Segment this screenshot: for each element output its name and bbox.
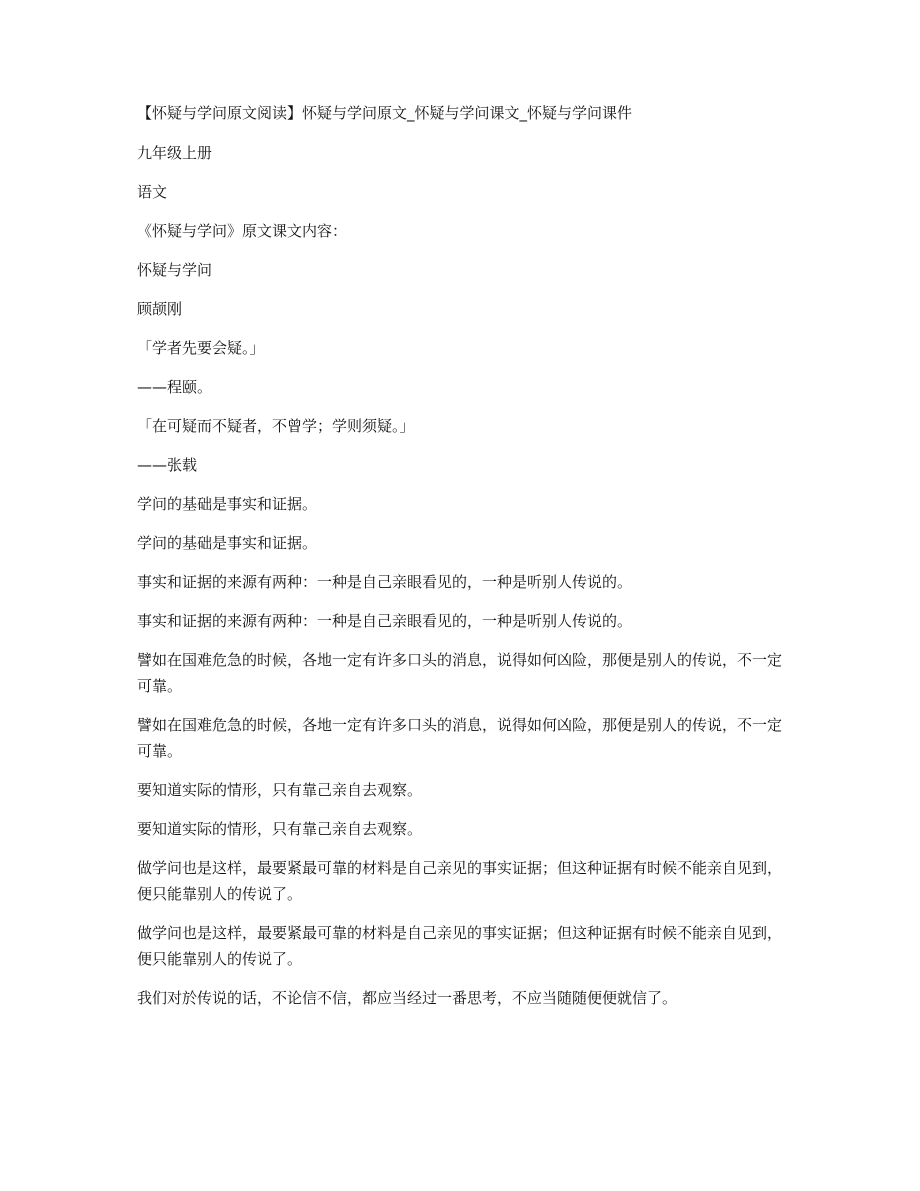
- body-paragraph: 事实和证据的来源有两种：一种是自己亲眼看见的，一种是听别人传说的。: [137, 573, 633, 591]
- body-paragraph: 学问的基础是事实和证据。: [137, 495, 318, 513]
- body-paragraph: 做学问也是这样，最要紧最可靠的材料是自己亲见的事实证据；但这种证据有时候不能亲自见到，便只能靠别人的传说了。: [137, 924, 783, 968]
- quote-text: 「学者先要会疑。」: [137, 339, 265, 357]
- body-paragraph: 事实和证据的来源有两种：一种是自己亲眼看见的，一种是听别人传说的。: [137, 612, 633, 630]
- body-paragraph: 要知道实际的情形，只有靠己亲自去观察。: [137, 820, 423, 838]
- quote-attribution: ——张载: [137, 456, 198, 474]
- body-paragraph: 譬如在国难危急的时候，各地一定有许多口头的消息，说得如何凶险，那便是别人的传说，不一定可靠。: [137, 651, 783, 695]
- grade-label: 九年级上册: [137, 144, 213, 162]
- section-heading: 《怀疑与学问》原文课文内容：: [137, 222, 348, 240]
- body-paragraph: 学问的基础是事实和证据。: [137, 534, 318, 552]
- body-paragraph: 譬如在国难危急的时候，各地一定有许多口头的消息，说得如何凶险，那便是别人的传说，不一定可靠。: [137, 716, 783, 760]
- body-paragraph: 要知道实际的情形，只有靠己亲自去观察。: [137, 781, 423, 799]
- author-name: 顾颉刚: [137, 300, 183, 318]
- essay-title: 怀疑与学问: [137, 261, 213, 279]
- quote-attribution: ——程颐。: [137, 378, 213, 396]
- body-paragraph: 做学问也是这样，最要紧最可靠的材料是自己亲见的事实证据；但这种证据有时候不能亲自见到，便只能靠别人的传说了。: [137, 859, 783, 903]
- document-page: [137, 100, 787, 1024]
- subject-label: 语文: [137, 183, 168, 201]
- quote-text: 「在可疑而不疑者，不曾学；学则须疑。」: [137, 417, 415, 435]
- document-title: 【怀疑与学问原文阅读】怀疑与学问原文_怀疑与学问课文_怀疑与学问课件: [137, 104, 633, 122]
- body-paragraph: 我们对於传说的话，不论信不信，都应当经过一番思考，不应当随随便便就信了。: [137, 989, 678, 1007]
